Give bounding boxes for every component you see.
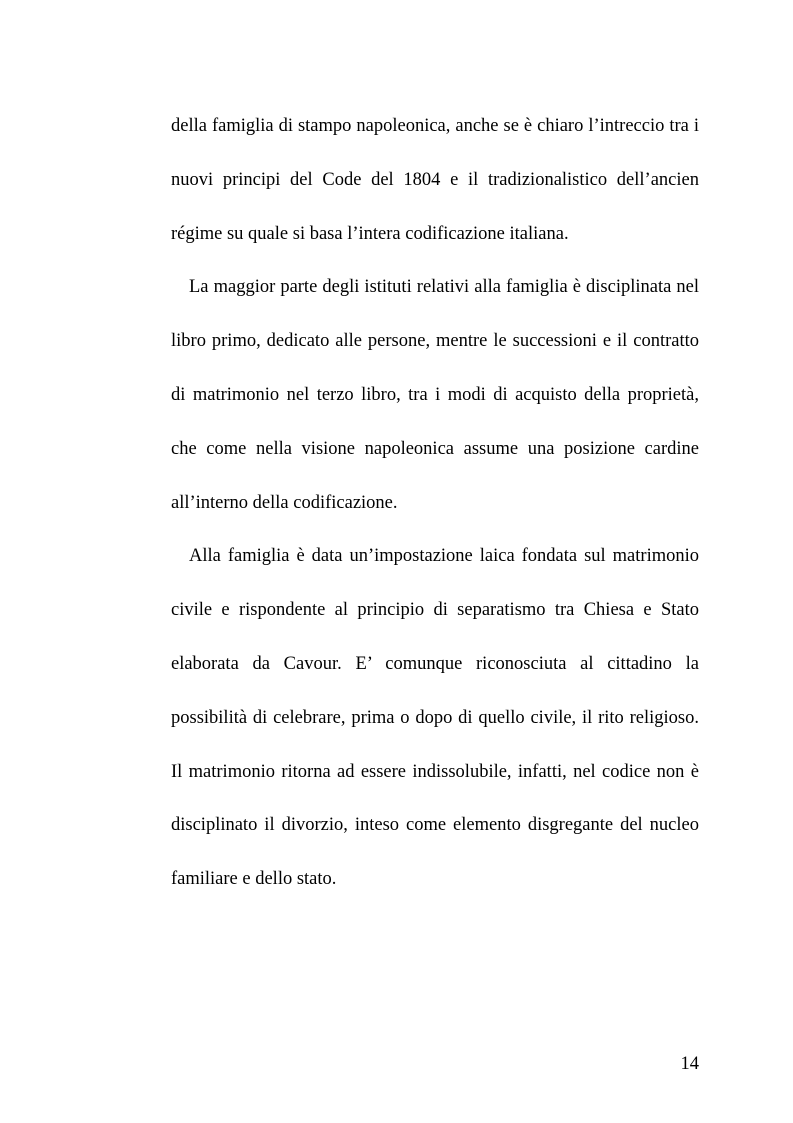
text-line: all’interno della codificazione. xyxy=(171,492,398,513)
text-line: della famiglia di stampo napoleonica, anche se è chiaro l’intreccio tra i xyxy=(171,116,699,136)
text-line: familiare e dello stato. xyxy=(171,869,337,890)
text-line: civile e rispondente al principio di separatismo tra Chiesa e Stato xyxy=(171,600,699,621)
page-number: 14 xyxy=(680,1054,699,1074)
paragraph-1 xyxy=(171,110,699,271)
body-text xyxy=(171,110,699,917)
text-line: possibilità di celebrare, prima o dopo di quello civile, il rito religioso. xyxy=(171,707,699,728)
paragraph-2 xyxy=(171,271,699,540)
paragraph-3 xyxy=(171,540,699,917)
text-line: régime su quale si basa l’intera codificazione italiana. xyxy=(171,223,569,244)
text-line: Alla famiglia è data un’impostazione laica fondata sul matrimonio xyxy=(189,546,699,567)
text-line: libro primo, dedicato alle persone, mentre le successioni e il contratto xyxy=(171,331,699,352)
text-line: che come nella visione napoleonica assume una posizione cardine xyxy=(171,438,699,459)
text-line: nuovi principi del Code del 1804 e il tradizionalistico dell’ancien xyxy=(171,169,699,190)
text-line: disciplinato il divorzio, inteso come elemento disgregante del nucleo xyxy=(171,815,699,836)
text-line: di matrimonio nel terzo libro, tra i modi di acquisto della proprietà, xyxy=(171,384,699,405)
text-line: La maggior parte degli istituti relativi alla famiglia è disciplinata nel xyxy=(189,277,699,298)
text-line: Il matrimonio ritorna ad essere indissolubile, infatti, nel codice non è xyxy=(171,761,699,782)
text-line: elaborata da Cavour. E’ comunque riconosciuta al cittadino la xyxy=(171,653,699,674)
